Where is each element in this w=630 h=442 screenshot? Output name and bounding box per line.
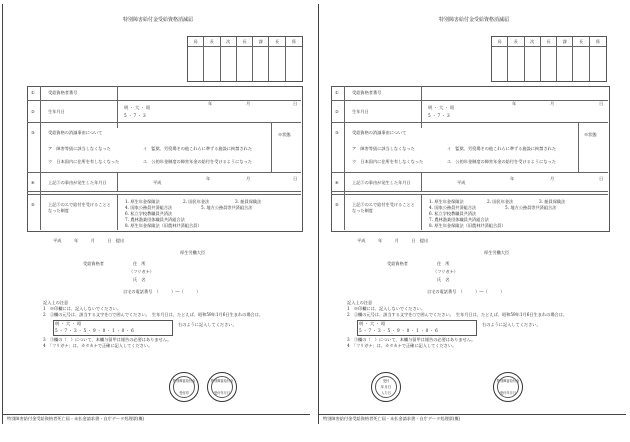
approval-cell[interactable]	[188, 47, 204, 81]
day-label: 日	[599, 176, 604, 181]
year-label: 年	[206, 176, 211, 181]
era-options[interactable]: 明 ・ 大 ・ 昭	[428, 105, 455, 110]
row-number: ③	[335, 130, 339, 135]
note-3: 3 ③欄の（ ）について、本欄与留甲は報告の必要はありません。	[43, 337, 172, 342]
row-number: ③	[31, 130, 35, 135]
row-number: ①	[335, 90, 339, 95]
approval-cell[interactable]	[492, 47, 508, 81]
reception-stamp: 受付 年月日 入力日	[371, 372, 401, 402]
approval-header: 係	[286, 37, 302, 47]
month-label: 月	[550, 176, 555, 181]
plan-option[interactable]: 5. 地方公務員等共済組合法	[505, 205, 557, 210]
example-era: 明 ・ 大 ・ 昭	[359, 321, 386, 326]
reception-date-stamp: 特別障害給付金 受付年月日	[493, 372, 523, 402]
note-2: 2 ②欄の元号は、該当する文字を○で囲んでください。 生年月日は、たとえば、昭和59年1月6日生まれの場合は、	[347, 312, 568, 317]
reason-option-a[interactable]: ア 障害等級に該当しなくなった	[48, 146, 111, 151]
reception-stamp: 特別障害給付金 受付印	[169, 372, 199, 402]
recipient-label: 受給資格者	[83, 261, 104, 266]
approval-header: 局	[188, 37, 204, 47]
approval-header: 長	[573, 37, 589, 47]
approval-header: 長	[237, 37, 253, 47]
approval-grid	[187, 36, 303, 82]
year-label: 年	[208, 101, 213, 106]
note-1: 1 ※印欄には、記入しないでください。	[347, 306, 426, 311]
approval-grid	[491, 36, 607, 82]
day-label: 日	[293, 176, 298, 181]
row-label-event-date: 上記③の事由が発生した年月日	[352, 180, 411, 185]
approval-header: 係	[590, 37, 606, 47]
example-digits: 5 ・ 7 ・ 3 ・ 5 ・ 9 ・ 0 ・ 1 ・ 0 ・ 6	[359, 328, 438, 333]
reception-date-stamp: 特別障害給付金 受付年月日	[207, 372, 237, 402]
example-digits: 5 ・ 7 ・ 3 ・ 5 ・ 9 ・ 0 ・ 1 ・ 0 ・ 6	[55, 328, 134, 333]
notes-title: 記入上の注意	[43, 300, 69, 305]
approval-header: 課	[557, 37, 573, 47]
phone-label[interactable]: 自宅の電話番号 （ ）―（ ）	[123, 289, 201, 294]
row-label-plan: 上記③のエで給付を受けることと	[352, 202, 415, 207]
era-heisei: 平成	[153, 180, 162, 185]
approval-cell[interactable]	[590, 47, 606, 81]
row-number: ⑤	[335, 202, 339, 207]
approval-cell[interactable]	[286, 47, 302, 81]
reason-option-c[interactable]: ウ 日本国内に住所を有しなくなった	[352, 159, 424, 164]
row-label-birthdate: 生年月日	[48, 109, 65, 114]
status-label: ※状態	[278, 132, 291, 137]
era-codes: 5 ・ 7 ・ 3	[428, 113, 450, 118]
row-label-event-date: 上記③の事由が発生した年月日	[48, 180, 107, 185]
reason-option-c[interactable]: ウ 日本国内に住所を有しなくなった	[48, 159, 120, 164]
submission-date[interactable]: 平成 年 月 日 提出	[53, 238, 125, 243]
plan-option[interactable]: 4. 国家公務員共済組合法	[429, 205, 477, 210]
approval-cell[interactable]	[237, 47, 253, 81]
year-label: 年	[512, 101, 517, 106]
reason-option-d[interactable]: エ 公的年金制度の障害年金の給付を受けるようになった	[143, 159, 252, 164]
note-1: 1 ※印欄には、記入しないでください。	[43, 306, 122, 311]
approval-header: 長	[269, 37, 285, 47]
plan-option[interactable]: 5. 地方公務員等共済組合法	[201, 205, 253, 210]
note-2b: 右のように記入してください。	[482, 322, 541, 327]
era-options[interactable]: 明 ・ 大 ・ 昭	[124, 105, 151, 110]
approval-header: 長	[508, 37, 524, 47]
approval-cell[interactable]	[269, 47, 285, 81]
reason-option-b[interactable]: イ 監獄、労役場その他これらに準ずる施設に拘禁された	[447, 146, 556, 151]
approval-cell[interactable]	[221, 47, 237, 81]
approval-header: 課	[253, 37, 269, 47]
reason-option-d[interactable]: エ 公的年金制度の障害年金の給付を受けるようになった	[447, 159, 556, 164]
recipient-label: 受給資格者	[387, 261, 408, 266]
approval-header: 長	[204, 37, 220, 47]
office-line: 厚生労働大臣	[113, 250, 206, 255]
plan-option[interactable]: 3. 船員保険法	[235, 199, 262, 204]
submission-date[interactable]: 平成 年 月 日 提出	[357, 238, 429, 243]
form-sheet-left	[2, 4, 310, 424]
approval-cell[interactable]	[573, 47, 589, 81]
month-label: 月	[550, 101, 555, 106]
approval-cell[interactable]	[253, 47, 269, 81]
plan-option[interactable]: 3. 船員保険法	[539, 199, 566, 204]
era-heisei: 平成	[457, 180, 466, 185]
year-label: 年	[510, 176, 515, 181]
example-era: 明 ・ 大 ・ 昭	[55, 321, 82, 326]
row-number: ④	[335, 180, 339, 185]
plan-option[interactable]: 1. 厚生年金保険法	[125, 199, 160, 204]
name-label: 氏 名	[133, 277, 146, 282]
plan-option[interactable]: 1. 厚生年金保険法	[429, 199, 464, 204]
furigana-label: （フリガナ）	[433, 269, 458, 274]
plan-option[interactable]: 2. 国民年金法	[487, 199, 514, 204]
approval-cell[interactable]	[204, 47, 220, 81]
reason-option-b[interactable]: イ 監獄、労役場その他これらに準ずる施設に拘禁された	[143, 146, 252, 151]
plan-option[interactable]: 2. 国民年金法	[183, 199, 210, 204]
approval-cell[interactable]	[541, 47, 557, 81]
row-label-recipient-number: 受給資格者番号	[352, 90, 382, 95]
plan-option[interactable]: 8. 厚生年金保険法（旧農林共済組合員）	[429, 223, 506, 228]
day-label: 日	[293, 101, 298, 106]
note-4: 4 「フリガナ」は、カタカナで正確に記入してください。	[43, 343, 153, 348]
plan-option[interactable]: 8. 厚生年金保険法（旧農林共済組合員）	[125, 223, 202, 228]
day-label: 日	[599, 101, 604, 106]
note-2: 2 ②欄の元号は、該当する文字を○で囲んでください。 生年月日は、たとえば、昭和59年1月6日生まれの場合は、	[43, 312, 264, 317]
plan-option[interactable]: 6. 私立学校教職員共済法	[125, 211, 173, 216]
plan-option[interactable]: 7. 農林漁業団体職員共済組合法	[125, 217, 185, 222]
form-title: 特別障害給付金受給資格消滅届	[439, 17, 510, 23]
status-label: ※状態	[584, 132, 597, 137]
address-label: 住 所	[437, 261, 450, 266]
row-number: ④	[31, 180, 35, 185]
row-label-recipient-number: 受給資格者番号	[48, 90, 78, 95]
name-label: 氏 名	[437, 277, 450, 282]
row-label-plan-2: なった制度	[48, 208, 69, 213]
era-codes: 5 ・ 7 ・ 3	[124, 113, 146, 118]
approval-header: 次	[221, 37, 237, 47]
reason-option-a[interactable]: ア 障害等級に該当しなくなった	[352, 146, 415, 151]
approval-cell[interactable]	[508, 47, 524, 81]
row-label-reason: 受給資格の消滅事由について	[352, 130, 407, 135]
plan-option[interactable]: 7. 農林漁業団体職員共済組合法	[429, 217, 489, 222]
note-2b: 右のように記入してください。	[178, 322, 237, 327]
month-label: 月	[246, 176, 251, 181]
furigana-label: （フリガナ）	[129, 269, 154, 274]
row-label-plan: 上記③のエで給付を受けることと	[48, 202, 111, 207]
row-label-plan-2: なった制度	[352, 208, 373, 213]
note-4: 4 「フリガナ」は、カタカナで正確に記入してください。	[347, 343, 457, 348]
row-label-birthdate: 生年月日	[352, 109, 369, 114]
form-footer: 特別障害給付金受給資格者死亡届・未払金請求書・自庁データ処理票(概)	[7, 416, 145, 421]
office-line: 厚生労働大臣	[417, 250, 510, 255]
row-label-reason: 受給資格の消滅事由について	[48, 130, 103, 135]
address-label: 住 所	[133, 261, 146, 266]
approval-cell[interactable]	[557, 47, 573, 81]
approval-header: 局	[492, 37, 508, 47]
plan-option[interactable]: 6. 私立学校教職員共済法	[429, 211, 477, 216]
approval-header: 長	[541, 37, 557, 47]
row-number: ②	[335, 109, 339, 114]
phone-label[interactable]: 自宅の電話番号 （ ）―（ ）	[427, 289, 505, 294]
notes-title: 記入上の注意	[347, 300, 373, 305]
note-3: 3 ③欄の（ ）について、本欄与留甲は報告の必要はありません。	[347, 337, 476, 342]
row-number: ②	[31, 109, 35, 114]
form-title: 特別障害給付金受給資格消滅届	[123, 17, 194, 23]
row-number: ①	[31, 90, 35, 95]
month-label: 月	[246, 101, 251, 106]
plan-option[interactable]: 4. 国家公務員共済組合法	[125, 205, 173, 210]
approval-cell[interactable]	[525, 47, 541, 81]
row-number: ⑤	[31, 202, 35, 207]
approval-header: 次	[525, 37, 541, 47]
form-footer: 特別障害給付金受給資格者死亡届・未払金請求書・自庁データ処理票(概)	[323, 416, 461, 421]
form-sheet-right	[318, 4, 626, 424]
